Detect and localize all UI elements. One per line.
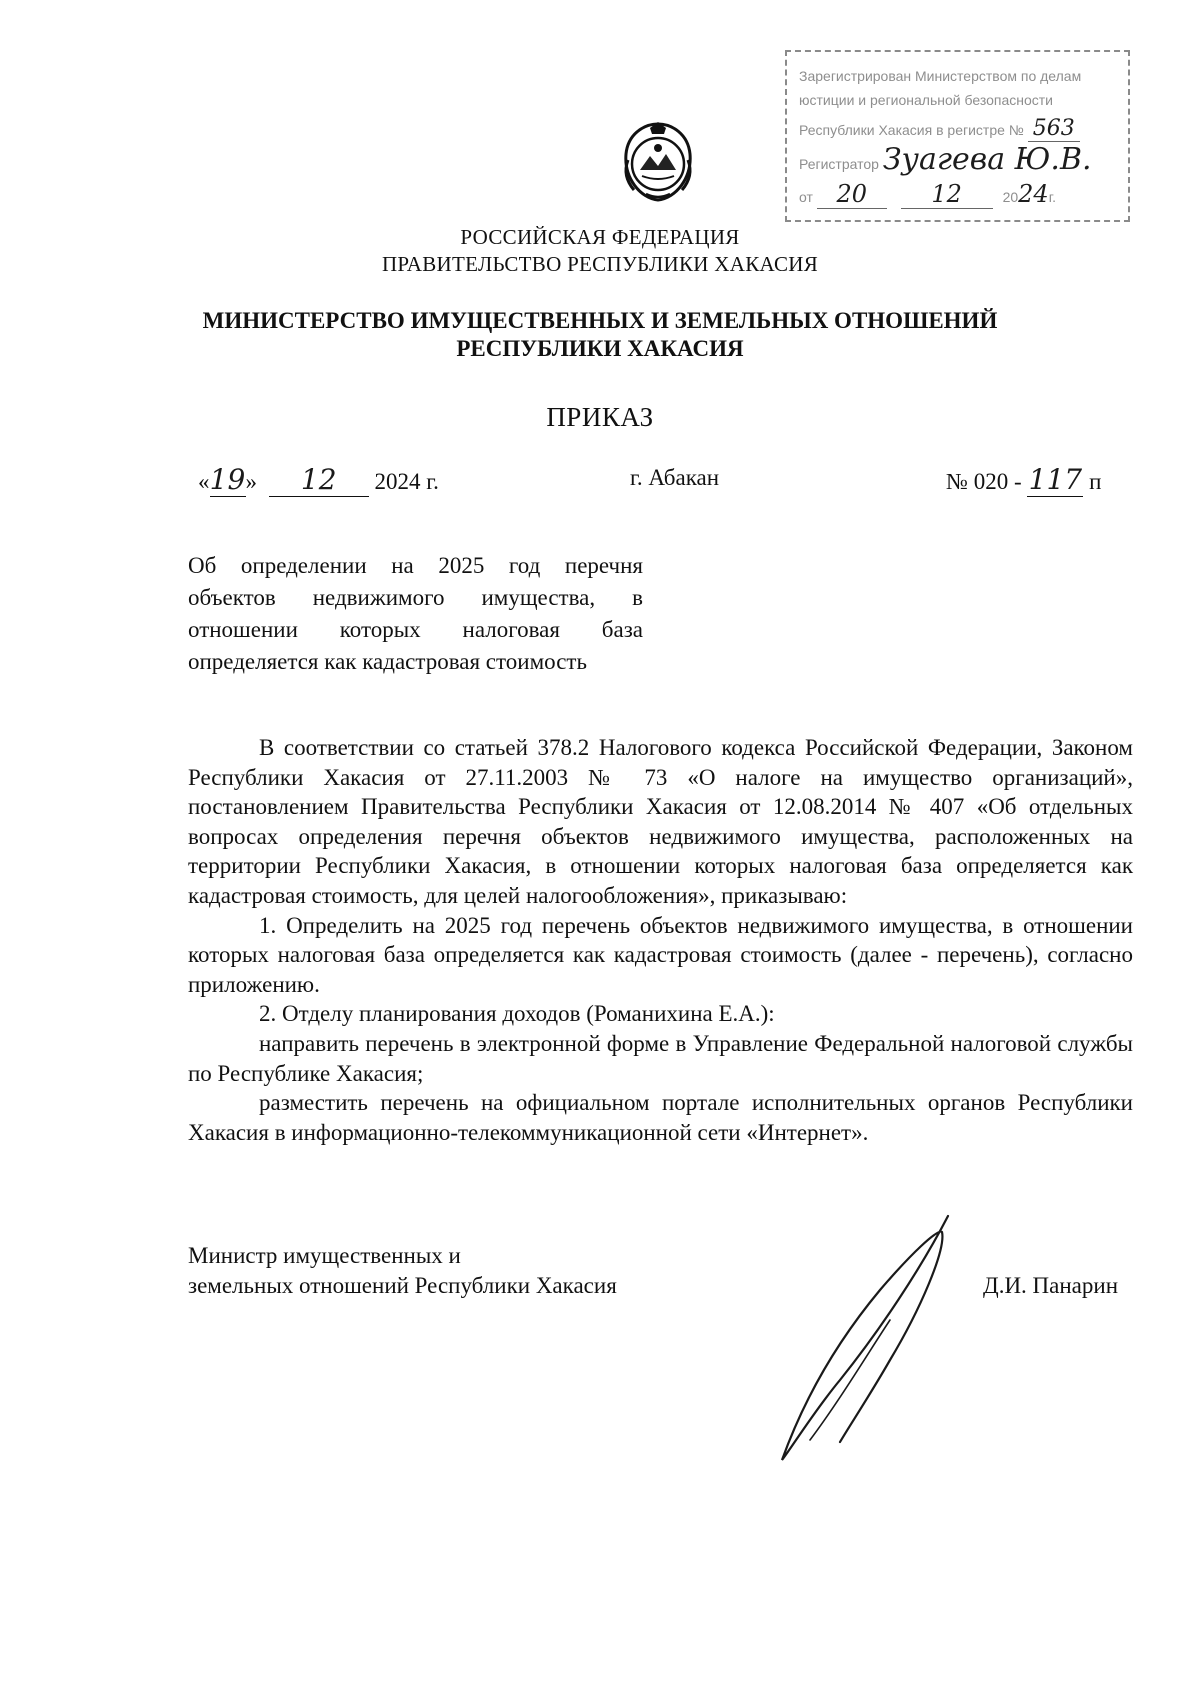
body-item-2a: направить перечень в электронной форме в Управление Федеральной налоговой службы по Республике Хакасия;	[188, 1030, 1133, 1086]
registration-stamp	[785, 50, 1130, 222]
subject-line: объектов недвижимого имущества, в	[188, 585, 643, 610]
order-number	[946, 463, 1101, 497]
order-body	[188, 733, 1133, 1147]
ministry-heading-line1: МИНИСТЕРСТВО ИМУЩЕСТВЕННЫХ И ЗЕМЕЛЬНЫХ ОТНОШЕНИЙ	[202, 308, 998, 333]
registration-date-year-prefix: 20	[1002, 189, 1019, 205]
registration-date-prefix: от	[799, 189, 813, 205]
signatory-name: Д.И. Панарин	[983, 1273, 1119, 1298]
registration-number: 563	[1028, 116, 1080, 142]
body-item-2b: разместить перечень на официальном портале исполнительных органов Республики Хакасия в информационно-телекоммуникационной сети «Интернет».	[188, 1090, 1133, 1145]
registration-date-day: 20	[817, 180, 887, 209]
body-item-1: 1. Определить на 2025 год перечень объектов недвижимого имущества, в отношении которых налоговая база определяется как кадастровая стоимость (далее - перечень), согласно приложению.	[188, 912, 1133, 997]
registrar-label: Регистратор	[799, 156, 879, 172]
registration-date-suffix: г.	[1048, 189, 1056, 205]
date-open-quote: «	[198, 469, 210, 494]
order-city: г. Абакан	[630, 465, 720, 490]
body-preamble: В соответствии со статьей 378.2 Налогового кодекса Российской Федерации, Законом Республики Хакасия от 27.11.2003 № 73 «О налоге на имущество организаций», постановлением Правительства Республики Хакасия от 12.08.2014 № 407 «Об отдельных вопросах определения перечня объектов недвижимого имущества, расположенных на территории Республики Хакасия, в отношении которых налоговая база определяется как кадастровая стоимость, для целей налогообложения», приказываю:	[188, 735, 1133, 908]
subject-line: определяется как кадастровая стоимость	[188, 649, 587, 674]
government-heading: ПРАВИТЕЛЬСТВО РЕСПУБЛИКИ ХАКАСИЯ	[381, 252, 819, 276]
date-month-handwritten: 12	[269, 463, 369, 497]
date-close-quote: »	[245, 469, 257, 494]
registrar-handwritten-name: Зуагева Ю.В.	[882, 142, 1092, 177]
signatory-position-line1: Министр имущественных и	[188, 1243, 461, 1268]
date-year: 2024 г.	[374, 469, 439, 494]
ministry-heading-line2: РЕСПУБЛИКИ ХАКАСИЯ	[456, 336, 744, 361]
registration-date-month: 12	[901, 180, 993, 209]
order-number-suffix: п	[1089, 469, 1102, 494]
country-heading: РОССИЙСКАЯ ФЕДЕРАЦИЯ	[460, 225, 740, 249]
document-type-title: ПРИКАЗ	[546, 402, 654, 432]
subject-line: Об определении на 2025 год перечня	[188, 553, 643, 578]
registration-stamp-line: Республики Хакасия в регистре №	[799, 122, 1024, 138]
date-day-handwritten: 19	[209, 463, 246, 496]
body-item-2: 2. Отделу планирования доходов (Романихина Е.А.):	[259, 1001, 775, 1027]
order-number-prefix: № 020 -	[946, 469, 1022, 494]
handwritten-signature	[770, 1210, 960, 1470]
registration-date-year: 24	[1018, 180, 1049, 208]
order-date	[198, 463, 439, 497]
signatory-position-line2: земельных отношений Республики Хакасия	[188, 1273, 617, 1298]
order-number-handwritten: 117	[1028, 463, 1083, 496]
order-subject	[188, 550, 643, 678]
registration-stamp-line: юстиции и региональной безопасности	[799, 92, 1053, 108]
subject-line: отношении которых налоговая база	[188, 617, 643, 642]
coat-of-arms-emblem	[620, 120, 696, 204]
registration-stamp-line: Зарегистрирован Министерством по делам	[799, 68, 1082, 84]
